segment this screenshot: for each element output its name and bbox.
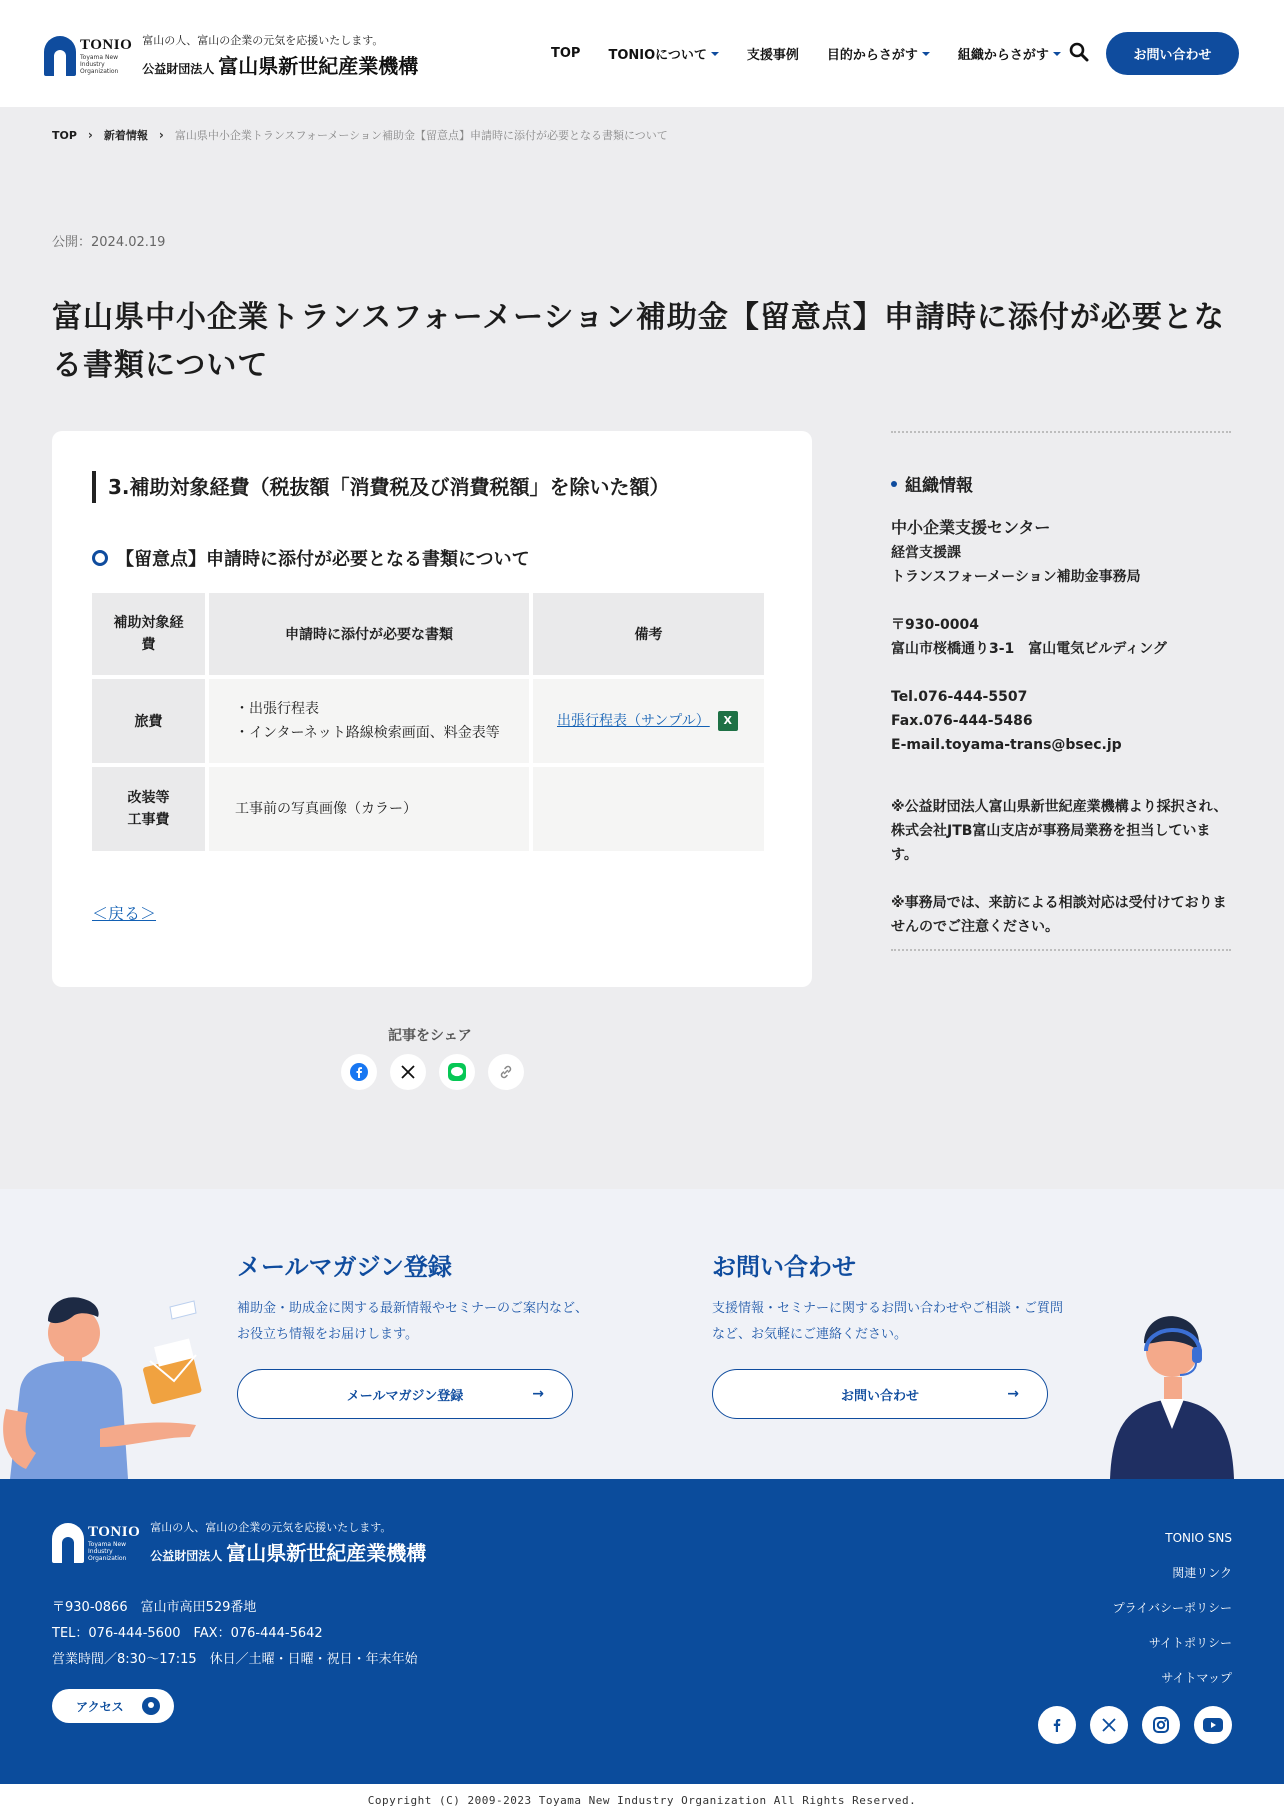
tonio-logo-mark [52, 1523, 84, 1563]
x-icon [1102, 1718, 1116, 1732]
table-header-row [92, 593, 764, 675]
table-row-label [92, 767, 205, 851]
footer-link-related[interactable]: 関連リンク [1172, 1566, 1232, 1580]
footer-youtube-button[interactable] [1194, 1706, 1232, 1744]
table-cell-note [533, 767, 764, 851]
link-icon [498, 1064, 514, 1080]
footer-address [52, 1595, 418, 1673]
access-button[interactable] [52, 1689, 174, 1723]
table-cell-docs [209, 679, 529, 763]
share-line-button[interactable] [439, 1054, 475, 1090]
instagram-icon [1152, 1716, 1170, 1734]
page-title: 富山県中小企業トランスフォーメーション補助金【留意点】申請時に添付が必要となる書類について [52, 300, 1225, 383]
footer-postal-address: 〒930-0866 富山市高田529番地 [52, 1600, 257, 1615]
logo-text [150, 1519, 426, 1566]
footer-facebook-button[interactable] [1038, 1706, 1076, 1744]
excel-file-icon: X [718, 711, 738, 731]
logo-org-name: 富山県新世紀産業機構 [218, 54, 419, 78]
contact-column [712, 1247, 1072, 1348]
share-label: 記事をシェア [388, 1028, 472, 1044]
postal-code: 〒930-0004 [891, 617, 979, 633]
documents-table [88, 589, 768, 855]
org-block [891, 516, 1231, 589]
divider-line [891, 949, 1231, 951]
mailmag-button[interactable] [237, 1369, 573, 1419]
mailmag-column [237, 1247, 597, 1348]
org-center: 中小企業支援センター [891, 518, 1051, 537]
org-office: トランスフォーメーション補助金事務局 [891, 569, 1141, 585]
publish-date: 公開：2024.02.19 [52, 235, 166, 250]
chevron-down-icon [922, 52, 930, 56]
youtube-icon [1203, 1718, 1223, 1732]
logo-org-prefix: 公益財団法人 [150, 1549, 223, 1563]
arrow-right-icon: → [1007, 1386, 1019, 1402]
logo-tonio [88, 1524, 140, 1562]
table-cell-docs [209, 767, 529, 851]
divider [891, 949, 1231, 951]
subsection-heading [92, 545, 530, 571]
divider [891, 431, 1231, 433]
nav-organization-label: 組織からさがす [957, 48, 1049, 63]
table-cell-note [533, 679, 764, 763]
mailmag-title: メールマガジン登録 [237, 1253, 452, 1281]
operator-with-headset-illustration [1100, 1299, 1250, 1479]
nav-purpose[interactable] [827, 44, 930, 63]
chevron-down-icon [711, 52, 719, 56]
facebook-icon [350, 1063, 368, 1081]
street-address: 富山市桜橋通り3-1 富山電気ビルディング [891, 641, 1167, 657]
share-facebook-button[interactable] [341, 1054, 377, 1090]
contact-button[interactable] [712, 1369, 1048, 1419]
breadcrumb-home[interactable]: TOP [52, 128, 77, 142]
org-division: 経営支援課 [891, 545, 961, 561]
breadcrumb-section[interactable]: 新着情報 [103, 129, 148, 142]
chevron-right-icon: › [158, 128, 164, 142]
table-row [92, 679, 764, 763]
x-icon [401, 1065, 415, 1079]
sidebar-body [891, 516, 1231, 939]
mailmag-button-label: メールマガジン登録 [346, 1388, 464, 1404]
logo-tonio-text: TONIO [88, 1523, 141, 1540]
tel: Tel.076-444-5507 [891, 689, 1028, 705]
facebook-icon [1050, 1718, 1064, 1732]
sample-itinerary-link[interactable]: 出張行程表（サンプル） [557, 713, 710, 729]
table-header-cell: 備考 [533, 593, 764, 675]
contact-button-label: お問い合わせ [840, 1388, 919, 1404]
man-with-mail-illustration [0, 1279, 210, 1479]
footer-link-privacy[interactable]: プライバシーポリシー [1112, 1601, 1232, 1615]
breadcrumb-current: 富山県中小企業トランスフォーメーション補助金【留意点】申請時に添付が必要となる書類について [174, 129, 668, 142]
search-button[interactable] [1069, 42, 1089, 62]
nav-purpose-label: 目的からさがす [826, 48, 918, 63]
doc-line: ・出張行程表 [235, 701, 319, 717]
copy-link-button[interactable] [488, 1054, 524, 1090]
logo-org-name: 富山県新世紀産業機構 [226, 1541, 427, 1565]
chevron-down-icon [1053, 52, 1061, 56]
sidebar-note: ※公益財団法人富山県新世紀産業機構より採択され、株式会社JTB富山支店が事務局業務を担当しています。 [891, 799, 1228, 863]
footer-instagram-button[interactable] [1142, 1706, 1180, 1744]
mailmag-description: 補助金・助成金に関する最新情報やセミナーのご案内など、お役立ち情報をお届けします。 [237, 1301, 589, 1342]
sidebar-note: ※事務局では、来訪による相談対応は受付けておりませんのでご注意ください。 [891, 895, 1227, 935]
section-heading: 3.補助対象経費（税抜額「消費税及び消費税額」を除いた額） [92, 471, 670, 503]
nav-cases-label: 支援事例 [746, 48, 799, 63]
search-icon [1069, 42, 1089, 62]
footer-logo[interactable] [52, 1519, 426, 1566]
copyright: Copyright (C) 2009-2023 Toyama New Industry Organization All Rights Reserved. [0, 1784, 1284, 1817]
bullet-dot-icon [891, 481, 897, 487]
back-link[interactable]: ＜戻る＞ [92, 904, 157, 923]
logo-text [142, 32, 418, 79]
site-logo[interactable] [44, 32, 418, 79]
logo-org [142, 50, 418, 79]
logo-org-prefix: 公益財団法人 [142, 62, 215, 76]
sidebar-heading-text: 組織情報 [905, 476, 973, 496]
email[interactable]: E-mail.toyama-trans@bsec.jp [891, 737, 1122, 753]
global-nav [551, 44, 1089, 63]
subsection-heading-text: 【留意点】申請時に添付が必要となる書類について [116, 549, 530, 570]
footer-x-button[interactable] [1090, 1706, 1128, 1744]
table-header-cell: 申請時に添付が必要な書類 [209, 593, 529, 675]
table-row-label: 旅費 [92, 679, 205, 763]
nav-top[interactable] [551, 44, 580, 63]
nav-top-label: TOP [551, 46, 581, 61]
row-label-text: 改装等工事費 [127, 790, 170, 828]
logo-tonio-sub: Toyama New Industry Organization [88, 1540, 127, 1562]
table-header-cell [92, 593, 205, 675]
arrow-right-icon: → [532, 1386, 544, 1402]
footer-sns [1024, 1706, 1232, 1744]
site-footer [0, 1479, 1284, 1784]
logo-tagline: 富山の人、富山の企業の元気を応援いたします。 [142, 34, 384, 47]
footer-links [1113, 1521, 1232, 1696]
logo-tonio [80, 37, 132, 75]
footer-link-sitemap[interactable]: サイトマップ [1161, 1671, 1232, 1685]
footer-telfax: TEL：076-444-5600 FAX：076-444-5642 [52, 1626, 323, 1641]
logo-org [150, 1537, 426, 1566]
doc-line: ・インターネット路線検索画面、料金表等 [235, 725, 500, 741]
nav-organization[interactable] [958, 44, 1061, 63]
org-info-sidebar [891, 431, 1231, 963]
nav-cases[interactable] [747, 44, 799, 63]
share-buttons [341, 1054, 537, 1090]
nav-about[interactable] [608, 44, 718, 63]
share-x-button[interactable] [390, 1054, 426, 1090]
header-expense: 補助対象経費 [113, 615, 184, 653]
footer-hours: 営業時間／8:30〜17:15 休日／土曜・日曜・祝日・年末年始 [52, 1652, 418, 1667]
map-pin-icon [142, 1697, 160, 1715]
logo-tagline: 富山の人、富山の企業の元気を応援いたします。 [150, 1521, 392, 1534]
logo-tonio-text: TONIO [80, 36, 133, 53]
cta-band [0, 1189, 1284, 1479]
contact-title: お問い合わせ [712, 1253, 856, 1281]
contact-block [891, 685, 1231, 757]
fax: Fax.076-444-5486 [891, 713, 1033, 729]
footer-link-sns[interactable]: TONIO SNS [1165, 1531, 1232, 1545]
address-block [891, 613, 1231, 661]
footer-link-site-policy[interactable]: サイトポリシー [1148, 1636, 1232, 1650]
doc-line: 工事前の写真画像（カラー） [235, 801, 417, 817]
logo-tonio-sub: Toyama New Industry Organization [80, 53, 119, 75]
nav-about-label: TONIOについて [608, 48, 707, 63]
table-row [92, 767, 764, 851]
site-header [0, 0, 1284, 107]
sidebar-heading [891, 471, 1231, 496]
chevron-right-icon: › [87, 128, 93, 142]
article-card [52, 431, 812, 987]
header-contact-button[interactable]: お問い合わせ [1106, 32, 1239, 75]
tonio-logo-mark [44, 36, 76, 76]
contact-description: 支援情報・セミナーに関するお問い合わせやご相談・ご質問など、お気軽にご連絡ください。 [712, 1301, 1064, 1342]
breadcrumb [52, 127, 668, 143]
circle-bullet-icon [92, 550, 108, 566]
line-icon [448, 1063, 466, 1081]
access-button-label: アクセス [76, 1699, 124, 1714]
